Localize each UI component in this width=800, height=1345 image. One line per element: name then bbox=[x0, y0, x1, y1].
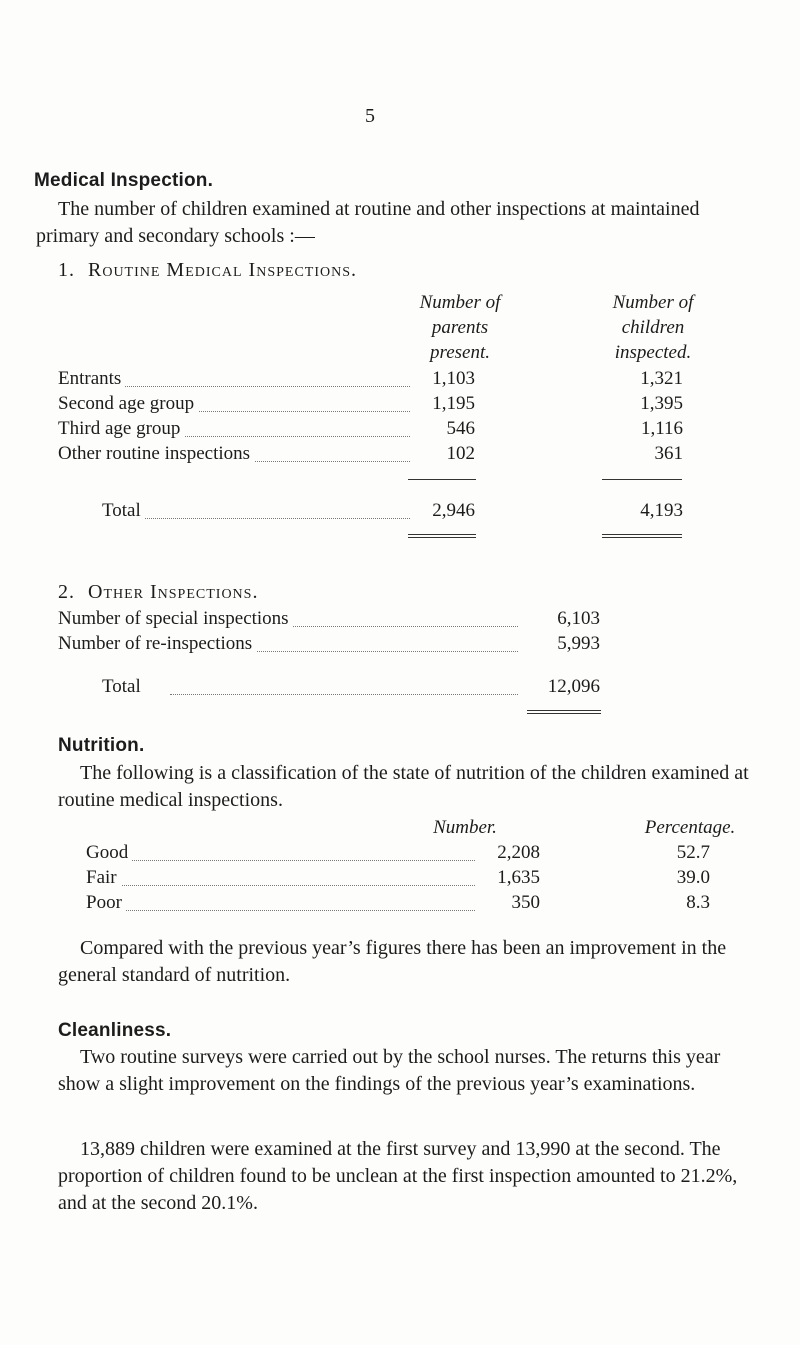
nutrition-intro: The following is a classification of the state of nutrition of the children examined at routine medical inspections. bbox=[58, 762, 749, 811]
table-row: Poor 350 8.3 bbox=[86, 892, 710, 913]
routine-section-heading: Routine Medical Inspections. bbox=[88, 259, 357, 281]
table-row: Good 2,208 52.7 bbox=[86, 842, 710, 863]
subtotal-rule-children bbox=[602, 479, 682, 480]
total-row: Total 12,096 bbox=[102, 676, 600, 697]
nutrition-heading: Nutrition. bbox=[58, 735, 145, 756]
col-percentage: Percentage. bbox=[644, 817, 736, 838]
col-children-inspected: Number of children inspected. bbox=[612, 292, 694, 363]
cleanliness-paragraph-1: Two routine surveys were carried out by the school nurses. The returns this year show a slight improvement on the findings of the previous year’s examinations. bbox=[58, 1046, 721, 1095]
medical-inspection-heading: Medical Inspection. bbox=[34, 170, 214, 191]
other-section-heading: Other Inspections. bbox=[88, 581, 259, 603]
nutrition-comment: Compared with the previous year’s figures there has been an improvement in the general standard of nutrition. bbox=[58, 937, 727, 986]
routine-section-number: 1. bbox=[58, 259, 75, 281]
other-section-number: 2. bbox=[58, 581, 75, 603]
other-total-double-rule bbox=[527, 710, 601, 714]
cleanliness-heading: Cleanliness. bbox=[58, 1020, 172, 1041]
total-row: Total 2,946 4,193 bbox=[102, 500, 683, 521]
table-row: Third age group 546 1,116 bbox=[58, 418, 683, 439]
cleanliness-paragraph-2: 13,889 children were examined at the first survey and 13,990 at the second. The proportion of children found to be unclean at the first inspection amounted to 21.2%, and at the second 20.1%. bbox=[58, 1138, 738, 1214]
table-row: Second age group 1,195 1,395 bbox=[58, 393, 683, 414]
page-number: 5 bbox=[365, 105, 375, 127]
table-row: Fair 1,635 39.0 bbox=[86, 867, 710, 888]
table-row: Other routine inspections 102 361 bbox=[58, 443, 683, 464]
col-number: Number. bbox=[433, 817, 497, 838]
table-row: Number of re-inspections 5,993 bbox=[58, 633, 600, 654]
table-row: Entrants 1,103 1,321 bbox=[58, 368, 683, 389]
total-double-rule-parents bbox=[408, 534, 476, 538]
medical-intro: The number of children examined at routine and other inspections at maintained primary and secondary schools :— bbox=[36, 198, 700, 247]
total-double-rule-children bbox=[602, 534, 682, 538]
col-parents-present: Number of parents present. bbox=[419, 292, 501, 363]
subtotal-rule-parents bbox=[408, 479, 476, 480]
table-row: Number of special inspections 6,103 bbox=[58, 608, 600, 629]
